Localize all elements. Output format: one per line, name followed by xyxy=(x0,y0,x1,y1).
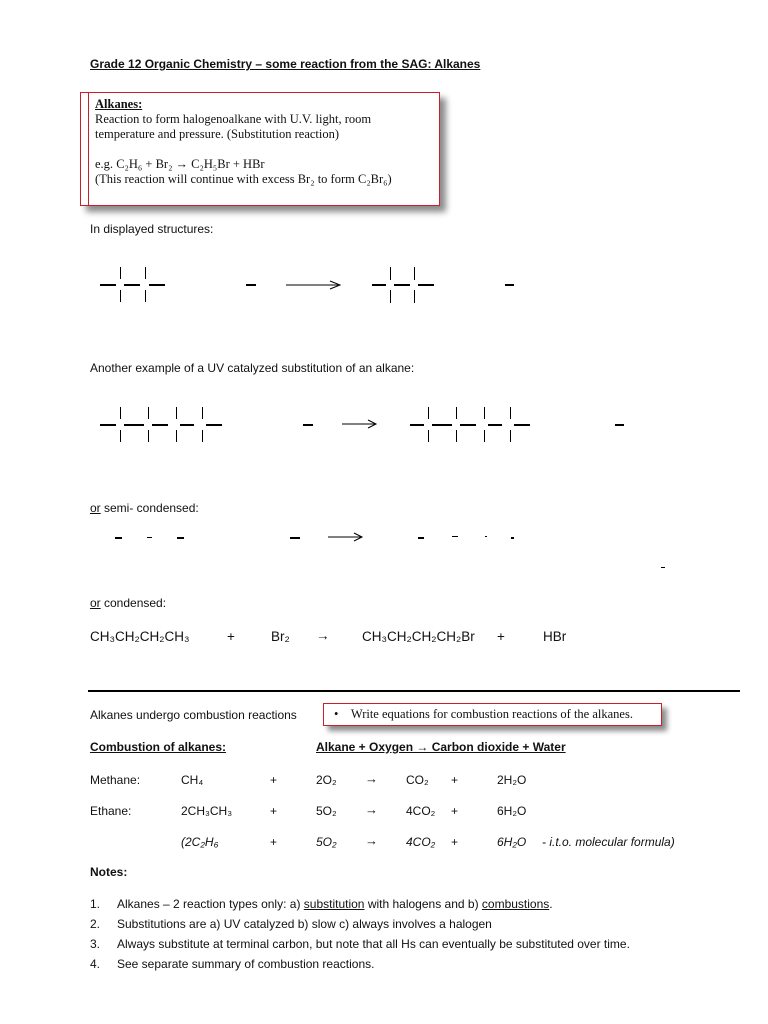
displayed-structures-label: In displayed structures: xyxy=(90,222,214,236)
row-fuel-ethane: 2CH₃CH₃ xyxy=(181,804,233,818)
box-example-equation: C₂H₆ + Br₂ → C₂H₅Br + HBr xyxy=(116,157,265,171)
note-1-text xyxy=(117,897,553,911)
note-1-mid: with halogens and b) xyxy=(364,897,482,911)
condensed-byproduct: HBr xyxy=(543,629,567,644)
row-arrow-molecular: → xyxy=(365,833,378,848)
section-divider xyxy=(88,690,740,692)
box-heading: Alkanes: xyxy=(95,97,143,111)
reaction-arrow-1 xyxy=(286,280,342,290)
row-fuel-methane: CH₄ xyxy=(181,773,204,787)
combustion-heading: Combustion of alkanes: xyxy=(90,740,227,754)
row-oxygen-molecular: 5O₂ xyxy=(316,835,337,849)
row-note-molecular: - i.t.o. molecular formula) xyxy=(542,835,675,849)
note-3-number: 3. xyxy=(90,937,101,951)
note-1-combustions: combustions xyxy=(481,897,550,911)
row-plus-molecular: + xyxy=(270,835,278,849)
row-water-ethane: 6H₂O xyxy=(497,804,527,818)
box-example xyxy=(95,157,392,172)
note-4-number: 4. xyxy=(90,957,101,971)
row-water-methane: 2H₂O xyxy=(497,773,527,787)
cond-or: or xyxy=(90,596,101,610)
row-plus-ethane: + xyxy=(270,804,278,818)
another-example-label: Another example of a UV catalyzed substitution of an alkane: xyxy=(90,361,415,375)
note-2-text: Substitutions are a) UV catalyzed b) slow c) always involves a halogen xyxy=(117,917,492,931)
row-water-molecular: 6H₂O xyxy=(497,835,527,849)
condensed-product: CH₃CH₂CH₂CH₂Br xyxy=(362,629,475,644)
row-plus2-molecular: + xyxy=(451,835,459,849)
task-content xyxy=(334,707,633,722)
row-fuel-molecular: (2C₂H₆ xyxy=(181,835,219,849)
condensed-reactant: CH₃CH₂CH₂CH₃ xyxy=(90,629,190,644)
task-text: Write equations for combustion reactions of the alkanes. xyxy=(350,707,633,721)
condensed-reagent: Br₂ xyxy=(271,629,290,644)
box-content xyxy=(95,97,392,187)
page-title: Grade 12 Organic Chemistry – some reaction from the SAG: Alkanes xyxy=(90,57,481,71)
row-co2-methane: CO₂ xyxy=(406,773,429,787)
box-line-2: temperature and pressure. (Substitution reaction) xyxy=(95,127,340,141)
note-1-substitution: substitution xyxy=(303,897,365,911)
alkanes-info-box xyxy=(80,92,440,206)
row-co2-molecular: 4CO₂ xyxy=(406,835,436,849)
box-example-prefix: e.g. xyxy=(95,157,117,171)
notes-heading: Notes: xyxy=(90,865,128,879)
combustion-intro: Alkanes undergo combustion reactions xyxy=(90,708,297,722)
condensed-label xyxy=(90,596,166,610)
row-label-methane: Methane: xyxy=(90,773,141,787)
task-box xyxy=(323,703,662,726)
row-oxygen-ethane: 5O₂ xyxy=(316,804,337,818)
row-arrow-methane: → xyxy=(365,771,378,786)
row-co2-ethane: 4CO₂ xyxy=(406,804,436,818)
note-1-pre: Alkanes – 2 reaction types only: a) xyxy=(117,897,304,911)
box-line-1: Reaction to form halogenoalkane with U.V. light, room xyxy=(95,112,372,126)
row-plus2-methane: + xyxy=(451,773,459,787)
reaction-arrow-2 xyxy=(342,419,378,429)
row-plus-methane: + xyxy=(270,773,278,787)
note-1-number: 1. xyxy=(90,897,101,911)
condensed-arrow: → xyxy=(316,628,330,643)
row-label-ethane: Ethane: xyxy=(90,804,132,818)
note-4-text: See separate summary of combustion reactions. xyxy=(117,957,375,971)
row-oxygen-methane: 2O₂ xyxy=(316,773,337,787)
box-margin-line xyxy=(88,93,89,205)
note-3-text: Always substitute at terminal carbon, but note that all Hs can eventually be substituted over time. xyxy=(117,937,630,951)
note-1-post: . xyxy=(549,897,553,911)
semi-condensed-label xyxy=(90,501,199,515)
condensed-plus-2: + xyxy=(497,629,505,644)
row-plus2-ethane: + xyxy=(451,804,459,818)
box-note: (This reaction will continue with excess Br₂ to form C₂Br₆) xyxy=(95,172,392,186)
row-arrow-ethane: → xyxy=(365,802,378,817)
note-2-number: 2. xyxy=(90,917,101,931)
condensed-plus-1: + xyxy=(227,629,235,644)
combustion-general-equation: Alkane + Oxygen → Carbon dioxide + Water xyxy=(316,740,566,754)
semi-rest: semi- condensed: xyxy=(100,501,199,515)
semi-or: or xyxy=(90,501,101,515)
cond-rest: condensed: xyxy=(100,596,167,610)
task-bullet: • xyxy=(334,707,339,721)
reaction-arrow-3 xyxy=(328,532,364,542)
